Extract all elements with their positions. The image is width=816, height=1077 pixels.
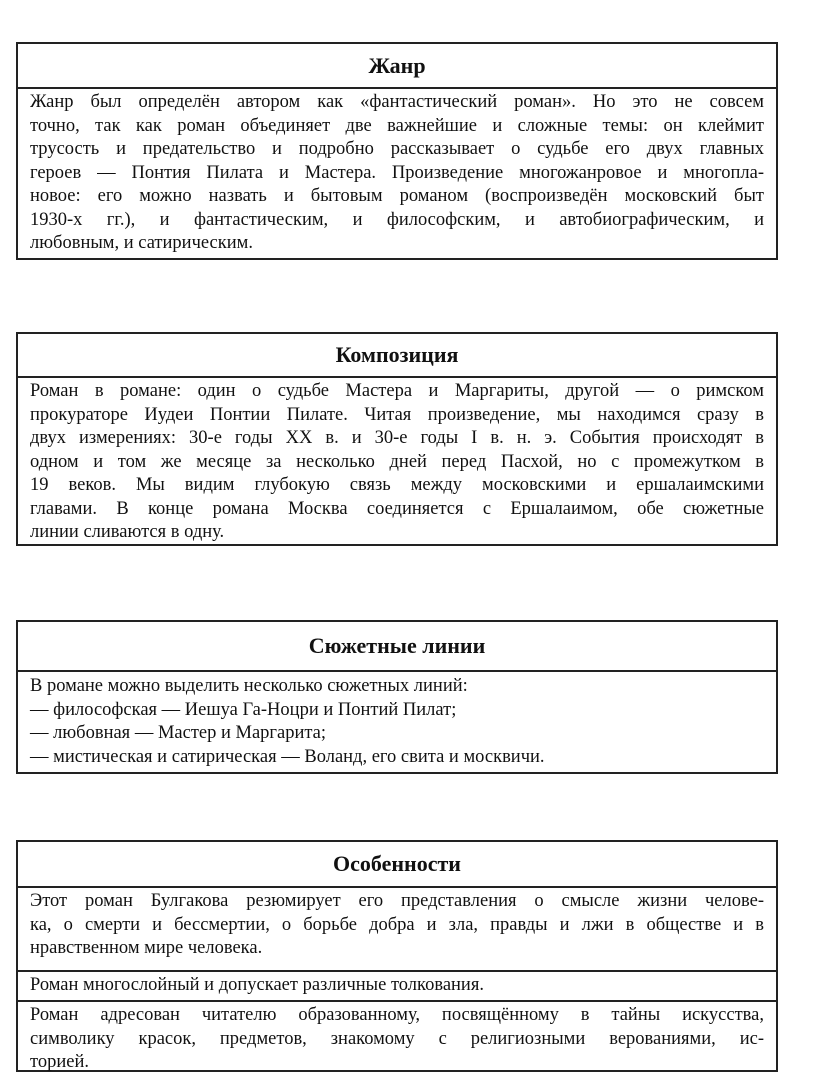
section-composition-title: Композиция [18,334,776,378]
section-plot-lines [16,620,778,774]
text-line: двух измерениях: 30-е годы XX в. и 30-е годы I в. н. э. События происходят в [30,428,764,448]
text-line: торией. [30,1052,89,1072]
text-line: Роман в романе: один о судьбе Мастера и Маргариты, другой — о римском [30,381,764,401]
section-composition-text [18,378,776,545]
text-line: Роман многослойный и допускает различные толкования. [30,975,484,995]
text-line: 19 веков. Мы видим глубокую связь между московскими и ершалаимскими [30,475,764,495]
text-line: 1930-х гг.), и фантастическим, и философским, и автобиографическим, и [30,209,764,230]
text-line: — любовная — Мастер и Маргарита; [30,723,327,743]
text-line: — мистическая и сатирическая — Воланд, его свита и москвичи. [30,746,545,767]
text-line: линии сливаются в одну. [30,522,225,542]
section-genre-title: Жанр [18,44,776,89]
text-line: одном и том же месяце за несколько дней перед Пасхой, но с промежутком в [30,451,764,472]
section-plot-lines-text [18,672,776,769]
section-composition [16,332,778,546]
text-line: точно, так как роман объединяет две важнейшие и сложные темы: он клеймит [30,115,764,136]
text-line: Роман адресован читателю образованному, посвящённому в тайны искусства, [30,1005,764,1025]
text-line: любовным, и сатирическим. [30,233,253,253]
text-line: героев — Понтия Пилата и Мастера. Произведение многожанровое и многопла- [30,162,764,183]
text-line: новое: его можно назвать и бытовым романом (воспроизведён московский быт [30,186,764,206]
section-genre [16,42,778,260]
text-line: символику красок, предметов, знакомому с религиозными верованиями, ис- [30,1028,764,1049]
section-features [16,840,778,1072]
text-line: Этот роман Булгакова резюмирует его представления о смысле жизни челове- [30,891,764,911]
text-line: В романе можно выделить несколько сюжетных линий: [30,676,468,696]
features-cell-layers [18,970,776,1000]
text-line: прокураторе Иудеи Понтии Пилате. Читая произведение, мы находимся сразу в [30,404,764,425]
text-line: Жанр был определён автором как «фантастический роман». Но это не совсем [30,92,764,112]
text-line: нравственном мире человека. [30,938,263,958]
features-cell-reader [18,1000,776,1075]
text-line: трусость и предательство и подробно рассказывает о судьбе его двух главных [30,139,764,159]
section-features-title: Особенности [18,842,776,888]
text-line: ка, о смерти и бессмертии, о борьбе добра и зла, правды и лжи в обществе и в [30,914,764,935]
text-line: главами. В конце романа Москва соединяется с Ершалаимом, обе сюжетные [30,498,764,519]
section-plot-lines-title: Сюжетные линии [18,622,776,672]
features-cell-summary [18,888,776,970]
text-line: — философская — Иешуа Га-Ноцри и Понтий Пилат; [30,699,457,720]
section-genre-text [18,89,776,256]
